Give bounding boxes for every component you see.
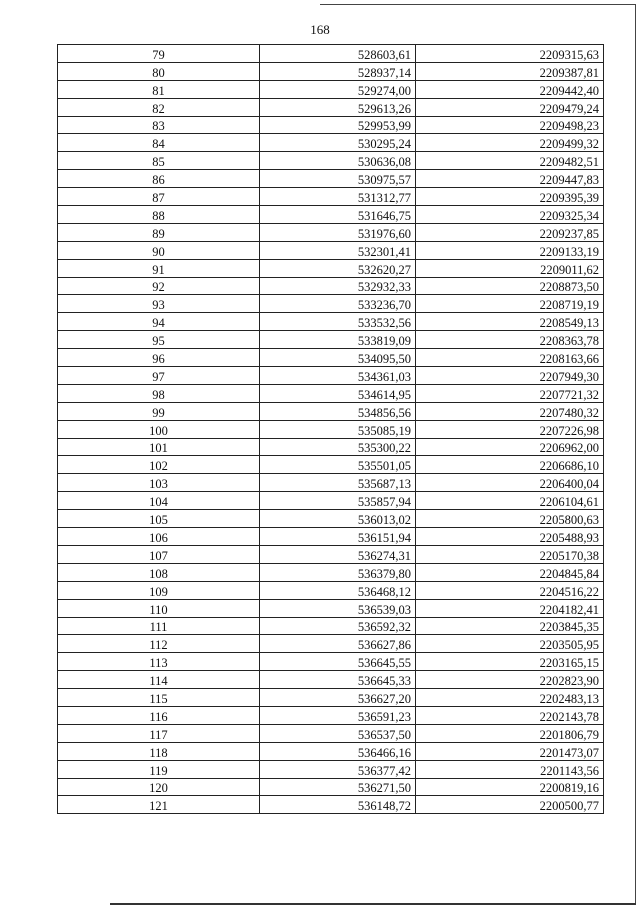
x-coordinate-cell: 535501,05 [260, 456, 416, 474]
point-number-cell: 89 [58, 223, 260, 241]
point-number-cell: 104 [58, 492, 260, 510]
x-coordinate-cell: 536539,03 [260, 599, 416, 617]
y-coordinate-cell: 2206104,61 [416, 492, 604, 510]
y-coordinate-cell: 2209498,23 [416, 116, 604, 134]
table-row [58, 223, 604, 241]
table-row [58, 492, 604, 510]
table-row [58, 706, 604, 724]
point-number-cell: 119 [58, 760, 260, 778]
x-coordinate-cell: 531976,60 [260, 223, 416, 241]
table-row [58, 170, 604, 188]
point-number-cell: 101 [58, 438, 260, 456]
x-coordinate-cell: 536274,31 [260, 545, 416, 563]
x-coordinate-cell: 534095,50 [260, 349, 416, 367]
y-coordinate-cell: 2202483,13 [416, 689, 604, 707]
y-coordinate-cell: 2207721,32 [416, 384, 604, 402]
y-coordinate-cell: 2207949,30 [416, 367, 604, 385]
table-row [58, 349, 604, 367]
table-row [58, 438, 604, 456]
x-coordinate-cell: 533819,09 [260, 331, 416, 349]
point-number-cell: 84 [58, 134, 260, 152]
y-coordinate-cell: 2203845,35 [416, 617, 604, 635]
table-row [58, 384, 604, 402]
point-number-cell: 117 [58, 724, 260, 742]
y-coordinate-cell: 2209325,34 [416, 206, 604, 224]
table-row [58, 796, 604, 814]
y-coordinate-cell: 2208873,50 [416, 277, 604, 295]
x-coordinate-cell: 530636,08 [260, 152, 416, 170]
y-coordinate-cell: 2204516,22 [416, 581, 604, 599]
x-coordinate-cell: 535687,13 [260, 474, 416, 492]
y-coordinate-cell: 2205488,93 [416, 528, 604, 546]
table-row [58, 671, 604, 689]
x-coordinate-cell: 528937,14 [260, 62, 416, 80]
x-coordinate-cell: 536377,42 [260, 760, 416, 778]
y-coordinate-cell: 2202823,90 [416, 671, 604, 689]
y-coordinate-cell: 2207480,32 [416, 402, 604, 420]
y-coordinate-cell: 2209315,63 [416, 45, 604, 63]
point-number-cell: 83 [58, 116, 260, 134]
table-row [58, 635, 604, 653]
point-number-cell: 102 [58, 456, 260, 474]
table-row [58, 778, 604, 796]
x-coordinate-cell: 536013,02 [260, 510, 416, 528]
y-coordinate-cell: 2209133,19 [416, 241, 604, 259]
x-coordinate-cell: 536591,23 [260, 706, 416, 724]
x-coordinate-cell: 536468,12 [260, 581, 416, 599]
point-number-cell: 108 [58, 563, 260, 581]
x-coordinate-cell: 531646,75 [260, 206, 416, 224]
x-coordinate-cell: 535300,22 [260, 438, 416, 456]
table-row [58, 581, 604, 599]
y-coordinate-cell: 2209482,51 [416, 152, 604, 170]
table-row [58, 134, 604, 152]
y-coordinate-cell: 2206962,00 [416, 438, 604, 456]
point-number-cell: 115 [58, 689, 260, 707]
point-number-cell: 95 [58, 331, 260, 349]
table-row [58, 653, 604, 671]
y-coordinate-cell: 2209442,40 [416, 80, 604, 98]
point-number-cell: 82 [58, 98, 260, 116]
y-coordinate-cell: 2208363,78 [416, 331, 604, 349]
point-number-cell: 90 [58, 241, 260, 259]
table-row [58, 456, 604, 474]
table-row [58, 295, 604, 313]
x-coordinate-cell: 529953,99 [260, 116, 416, 134]
x-coordinate-cell: 534614,95 [260, 384, 416, 402]
y-coordinate-cell: 2201806,79 [416, 724, 604, 742]
x-coordinate-cell: 536537,50 [260, 724, 416, 742]
page-border-right [635, 4, 636, 904]
point-number-cell: 87 [58, 188, 260, 206]
table-row [58, 760, 604, 778]
y-coordinate-cell: 2209447,83 [416, 170, 604, 188]
table-row [58, 80, 604, 98]
y-coordinate-cell: 2204182,41 [416, 599, 604, 617]
table-row [58, 617, 604, 635]
x-coordinate-cell: 534856,56 [260, 402, 416, 420]
x-coordinate-cell: 530975,57 [260, 170, 416, 188]
x-coordinate-cell: 531312,77 [260, 188, 416, 206]
table-row [58, 689, 604, 707]
x-coordinate-cell: 533236,70 [260, 295, 416, 313]
x-coordinate-cell: 536151,94 [260, 528, 416, 546]
table-row [58, 206, 604, 224]
y-coordinate-cell: 2209011,62 [416, 259, 604, 277]
table-row [58, 331, 604, 349]
point-number-cell: 110 [58, 599, 260, 617]
point-number-cell: 79 [58, 45, 260, 63]
point-number-cell: 118 [58, 742, 260, 760]
x-coordinate-cell: 536645,33 [260, 671, 416, 689]
point-number-cell: 100 [58, 420, 260, 438]
point-number-cell: 121 [58, 796, 260, 814]
point-number-cell: 94 [58, 313, 260, 331]
table-row [58, 116, 604, 134]
table-row [58, 277, 604, 295]
y-coordinate-cell: 2209237,85 [416, 223, 604, 241]
table-row [58, 528, 604, 546]
point-number-cell: 113 [58, 653, 260, 671]
x-coordinate-cell: 532932,33 [260, 277, 416, 295]
x-coordinate-cell: 536592,32 [260, 617, 416, 635]
point-number-cell: 80 [58, 62, 260, 80]
table-row [58, 188, 604, 206]
page-border-top [320, 4, 636, 5]
y-coordinate-cell: 2209479,24 [416, 98, 604, 116]
y-coordinate-cell: 2206686,10 [416, 456, 604, 474]
y-coordinate-cell: 2200819,16 [416, 778, 604, 796]
point-number-cell: 107 [58, 545, 260, 563]
table-row [58, 313, 604, 331]
y-coordinate-cell: 2200500,77 [416, 796, 604, 814]
point-number-cell: 116 [58, 706, 260, 724]
table-row [58, 402, 604, 420]
y-coordinate-cell: 2208549,13 [416, 313, 604, 331]
point-number-cell: 112 [58, 635, 260, 653]
table-row [58, 563, 604, 581]
point-number-cell: 96 [58, 349, 260, 367]
y-coordinate-cell: 2201143,56 [416, 760, 604, 778]
y-coordinate-cell: 2205800,63 [416, 510, 604, 528]
point-number-cell: 120 [58, 778, 260, 796]
page-number: 168 [310, 22, 330, 37]
point-number-cell: 105 [58, 510, 260, 528]
point-number-cell: 85 [58, 152, 260, 170]
table-row [58, 474, 604, 492]
y-coordinate-cell: 2201473,07 [416, 742, 604, 760]
table-row [58, 420, 604, 438]
x-coordinate-cell: 536466,16 [260, 742, 416, 760]
x-coordinate-cell: 532301,41 [260, 241, 416, 259]
y-coordinate-cell: 2206400,04 [416, 474, 604, 492]
y-coordinate-cell: 2208719,19 [416, 295, 604, 313]
y-coordinate-cell: 2209395,39 [416, 188, 604, 206]
point-number-cell: 86 [58, 170, 260, 188]
x-coordinate-cell: 533532,56 [260, 313, 416, 331]
coordinates-table [57, 44, 604, 814]
x-coordinate-cell: 529274,00 [260, 80, 416, 98]
table-row [58, 259, 604, 277]
point-number-cell: 114 [58, 671, 260, 689]
y-coordinate-cell: 2207226,98 [416, 420, 604, 438]
table-row [58, 742, 604, 760]
y-coordinate-cell: 2204845,84 [416, 563, 604, 581]
point-number-cell: 98 [58, 384, 260, 402]
point-number-cell: 106 [58, 528, 260, 546]
table-row [58, 152, 604, 170]
x-coordinate-cell: 536627,86 [260, 635, 416, 653]
x-coordinate-cell: 535857,94 [260, 492, 416, 510]
point-number-cell: 81 [58, 80, 260, 98]
table-row [58, 724, 604, 742]
x-coordinate-cell: 535085,19 [260, 420, 416, 438]
table-row [58, 599, 604, 617]
x-coordinate-cell: 536271,50 [260, 778, 416, 796]
point-number-cell: 97 [58, 367, 260, 385]
table-row [58, 510, 604, 528]
y-coordinate-cell: 2209499,32 [416, 134, 604, 152]
x-coordinate-cell: 536645,55 [260, 653, 416, 671]
y-coordinate-cell: 2208163,66 [416, 349, 604, 367]
y-coordinate-cell: 2203165,15 [416, 653, 604, 671]
y-coordinate-cell: 2205170,38 [416, 545, 604, 563]
table-row [58, 98, 604, 116]
y-coordinate-cell: 2209387,81 [416, 62, 604, 80]
x-coordinate-cell: 534361,03 [260, 367, 416, 385]
x-coordinate-cell: 536627,20 [260, 689, 416, 707]
y-coordinate-cell: 2203505,95 [416, 635, 604, 653]
x-coordinate-cell: 528603,61 [260, 45, 416, 63]
x-coordinate-cell: 536379,80 [260, 563, 416, 581]
point-number-cell: 103 [58, 474, 260, 492]
point-number-cell: 111 [58, 617, 260, 635]
x-coordinate-cell: 532620,27 [260, 259, 416, 277]
x-coordinate-cell: 536148,72 [260, 796, 416, 814]
coordinates-table-body [58, 45, 604, 814]
table-row [58, 45, 604, 63]
table-row [58, 241, 604, 259]
point-number-cell: 88 [58, 206, 260, 224]
point-number-cell: 99 [58, 402, 260, 420]
y-coordinate-cell: 2202143,78 [416, 706, 604, 724]
table-row [58, 367, 604, 385]
point-number-cell: 109 [58, 581, 260, 599]
table-row [58, 545, 604, 563]
x-coordinate-cell: 529613,26 [260, 98, 416, 116]
point-number-cell: 93 [58, 295, 260, 313]
point-number-cell: 91 [58, 259, 260, 277]
x-coordinate-cell: 530295,24 [260, 134, 416, 152]
table-row [58, 62, 604, 80]
point-number-cell: 92 [58, 277, 260, 295]
